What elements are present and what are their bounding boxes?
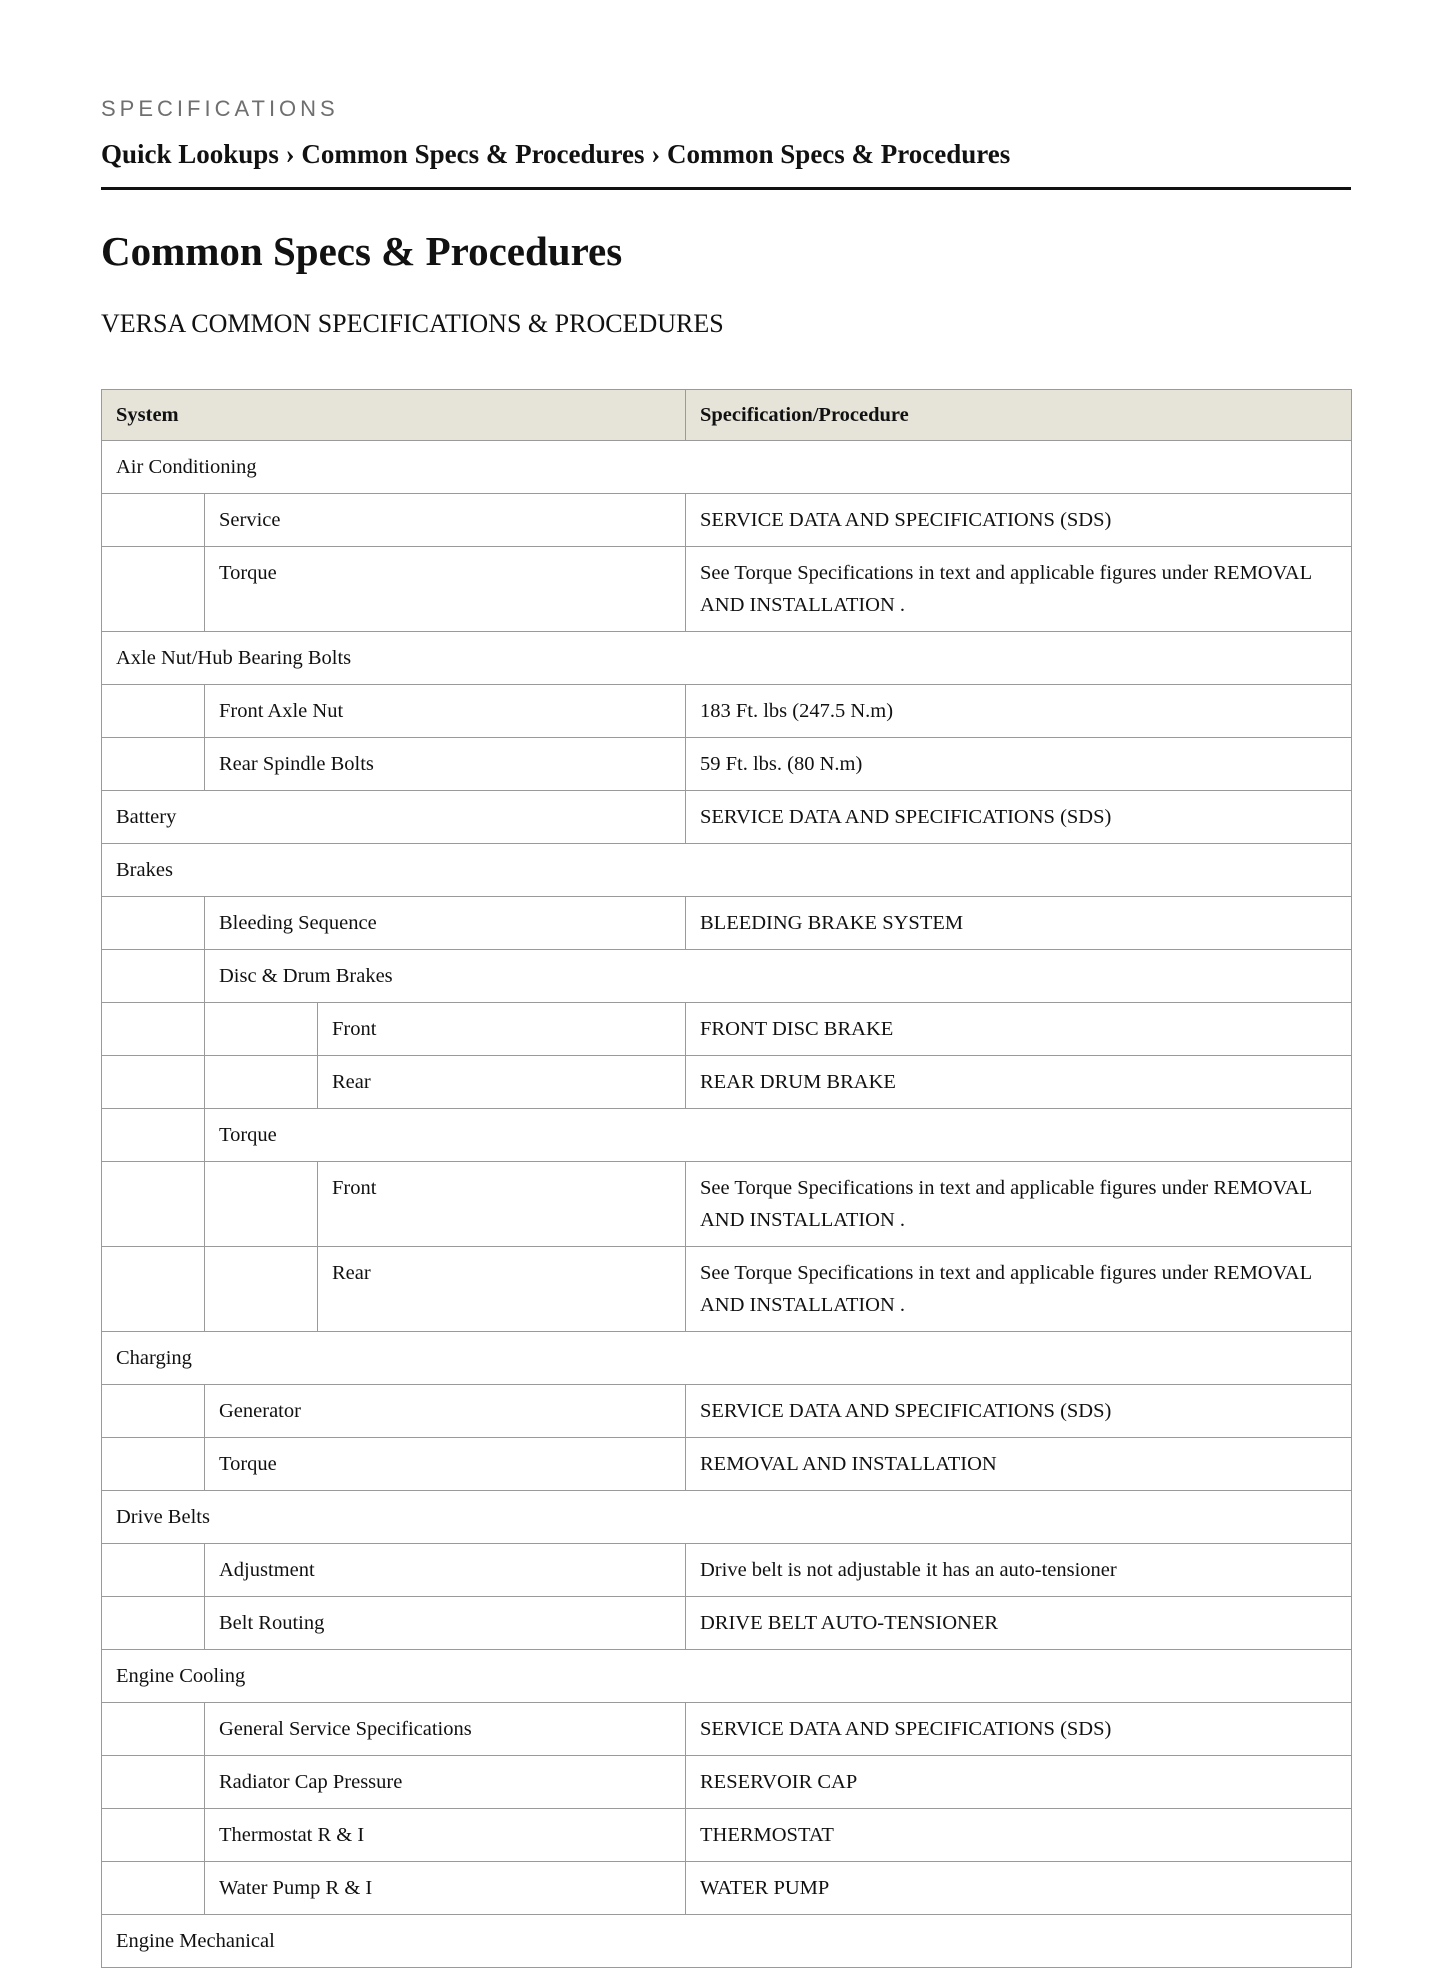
table-row <box>102 1162 1352 1247</box>
spec-cell: Drive belt is not adjustable it has an auto-tensioner <box>686 1544 1352 1597</box>
system-cell: Bleeding Sequence <box>205 897 686 950</box>
indent-cell <box>102 547 205 632</box>
spec-cell: See Torque Specifications in text and applicable figures under REMOVAL AND INSTALLATION . <box>686 1247 1352 1332</box>
system-cell: Belt Routing <box>205 1597 686 1650</box>
table-row <box>102 1056 1352 1109</box>
system-cell: Engine Mechanical <box>102 1915 1352 1968</box>
indent-cell <box>102 738 205 791</box>
indent-cell <box>205 1056 318 1109</box>
spec-cell: See Torque Specifications in text and applicable figures under REMOVAL AND INSTALLATION . <box>686 1162 1352 1247</box>
indent-cell <box>102 494 205 547</box>
specs-table-body <box>102 441 1352 1968</box>
system-cell: Battery <box>102 791 686 844</box>
system-cell: Drive Belts <box>102 1491 1352 1544</box>
spec-cell: REAR DRUM BRAKE <box>686 1056 1352 1109</box>
indent-cell <box>102 1597 205 1650</box>
indent-cell <box>102 1162 205 1247</box>
table-row <box>102 494 1352 547</box>
indent-cell <box>205 1003 318 1056</box>
indent-cell <box>102 1809 205 1862</box>
system-cell: Air Conditioning <box>102 441 1352 494</box>
column-header-system: System <box>102 390 686 441</box>
table-row <box>102 1332 1352 1385</box>
table-row <box>102 1544 1352 1597</box>
table-row <box>102 685 1352 738</box>
spec-cell: REMOVAL AND INSTALLATION <box>686 1438 1352 1491</box>
indent-cell <box>102 1756 205 1809</box>
table-row <box>102 1597 1352 1650</box>
system-cell: Torque <box>205 1438 686 1491</box>
table-row <box>102 1809 1352 1862</box>
table-row <box>102 1438 1352 1491</box>
breadcrumb: Quick Lookups › Common Specs & Procedures › Common Specs & Procedures <box>101 139 1011 169</box>
system-cell: Thermostat R & I <box>205 1809 686 1862</box>
table-row <box>102 738 1352 791</box>
spec-cell: FRONT DISC BRAKE <box>686 1003 1352 1056</box>
spec-cell: 183 Ft. lbs (247.5 N.m) <box>686 685 1352 738</box>
system-cell: General Service Specifications <box>205 1703 686 1756</box>
indent-cell <box>102 1109 205 1162</box>
column-header-spec: Specification/Procedure <box>686 390 1352 441</box>
system-cell: Torque <box>205 1109 1352 1162</box>
system-cell: Front <box>318 1003 686 1056</box>
spec-cell: 59 Ft. lbs. (80 N.m) <box>686 738 1352 791</box>
spec-cell: DRIVE BELT AUTO-TENSIONER <box>686 1597 1352 1650</box>
indent-cell <box>102 1703 205 1756</box>
system-cell: Disc & Drum Brakes <box>205 950 1352 1003</box>
system-cell: Generator <box>205 1385 686 1438</box>
indent-cell <box>205 1162 318 1247</box>
table-row <box>102 1703 1352 1756</box>
system-cell: Engine Cooling <box>102 1650 1352 1703</box>
system-cell: Brakes <box>102 844 1352 897</box>
table-row <box>102 791 1352 844</box>
spec-cell: SERVICE DATA AND SPECIFICATIONS (SDS) <box>686 494 1352 547</box>
indent-cell <box>102 1385 205 1438</box>
spec-cell: SERVICE DATA AND SPECIFICATIONS (SDS) <box>686 1385 1352 1438</box>
table-row <box>102 1756 1352 1809</box>
page-subtitle: VERSA COMMON SPECIFICATIONS & PROCEDURES <box>101 309 724 338</box>
system-cell: Water Pump R & I <box>205 1862 686 1915</box>
system-cell: Adjustment <box>205 1544 686 1597</box>
indent-cell <box>102 1862 205 1915</box>
spec-cell: SERVICE DATA AND SPECIFICATIONS (SDS) <box>686 791 1352 844</box>
indent-cell <box>102 1003 205 1056</box>
table-row <box>102 950 1352 1003</box>
table-row <box>102 1385 1352 1438</box>
indent-cell <box>102 897 205 950</box>
table-row <box>102 547 1352 632</box>
spec-cell: SERVICE DATA AND SPECIFICATIONS (SDS) <box>686 1703 1352 1756</box>
indent-cell <box>102 1438 205 1491</box>
table-row <box>102 897 1352 950</box>
table-row <box>102 441 1352 494</box>
spec-cell: THERMOSTAT <box>686 1809 1352 1862</box>
spec-cell: See Torque Specifications in text and applicable figures under REMOVAL AND INSTALLATION . <box>686 547 1352 632</box>
system-cell: Rear Spindle Bolts <box>205 738 686 791</box>
system-cell: Service <box>205 494 686 547</box>
spec-cell: BLEEDING BRAKE SYSTEM <box>686 897 1352 950</box>
specs-table <box>101 389 1352 1968</box>
table-row <box>102 1247 1352 1332</box>
system-cell: Rear <box>318 1247 686 1332</box>
table-row <box>102 1003 1352 1056</box>
table-header-row <box>102 390 1352 441</box>
system-cell: Front <box>318 1162 686 1247</box>
indent-cell <box>102 685 205 738</box>
system-cell: Torque <box>205 547 686 632</box>
indent-cell <box>102 950 205 1003</box>
page-title: Common Specs & Procedures <box>101 228 623 274</box>
table-row <box>102 1915 1352 1968</box>
table-row <box>102 1650 1352 1703</box>
system-cell: Front Axle Nut <box>205 685 686 738</box>
system-cell: Rear <box>318 1056 686 1109</box>
table-row <box>102 632 1352 685</box>
indent-cell <box>205 1247 318 1332</box>
table-row <box>102 1862 1352 1915</box>
table-row <box>102 1109 1352 1162</box>
system-cell: Radiator Cap Pressure <box>205 1756 686 1809</box>
section-kicker: SPECIFICATIONS <box>101 96 339 121</box>
system-cell: Axle Nut/Hub Bearing Bolts <box>102 632 1352 685</box>
spec-cell: RESERVOIR CAP <box>686 1756 1352 1809</box>
system-cell: Charging <box>102 1332 1352 1385</box>
table-row <box>102 1491 1352 1544</box>
spec-cell: WATER PUMP <box>686 1862 1352 1915</box>
indent-cell <box>102 1544 205 1597</box>
indent-cell <box>102 1056 205 1109</box>
indent-cell <box>102 1247 205 1332</box>
header-divider <box>101 187 1351 190</box>
table-row <box>102 844 1352 897</box>
